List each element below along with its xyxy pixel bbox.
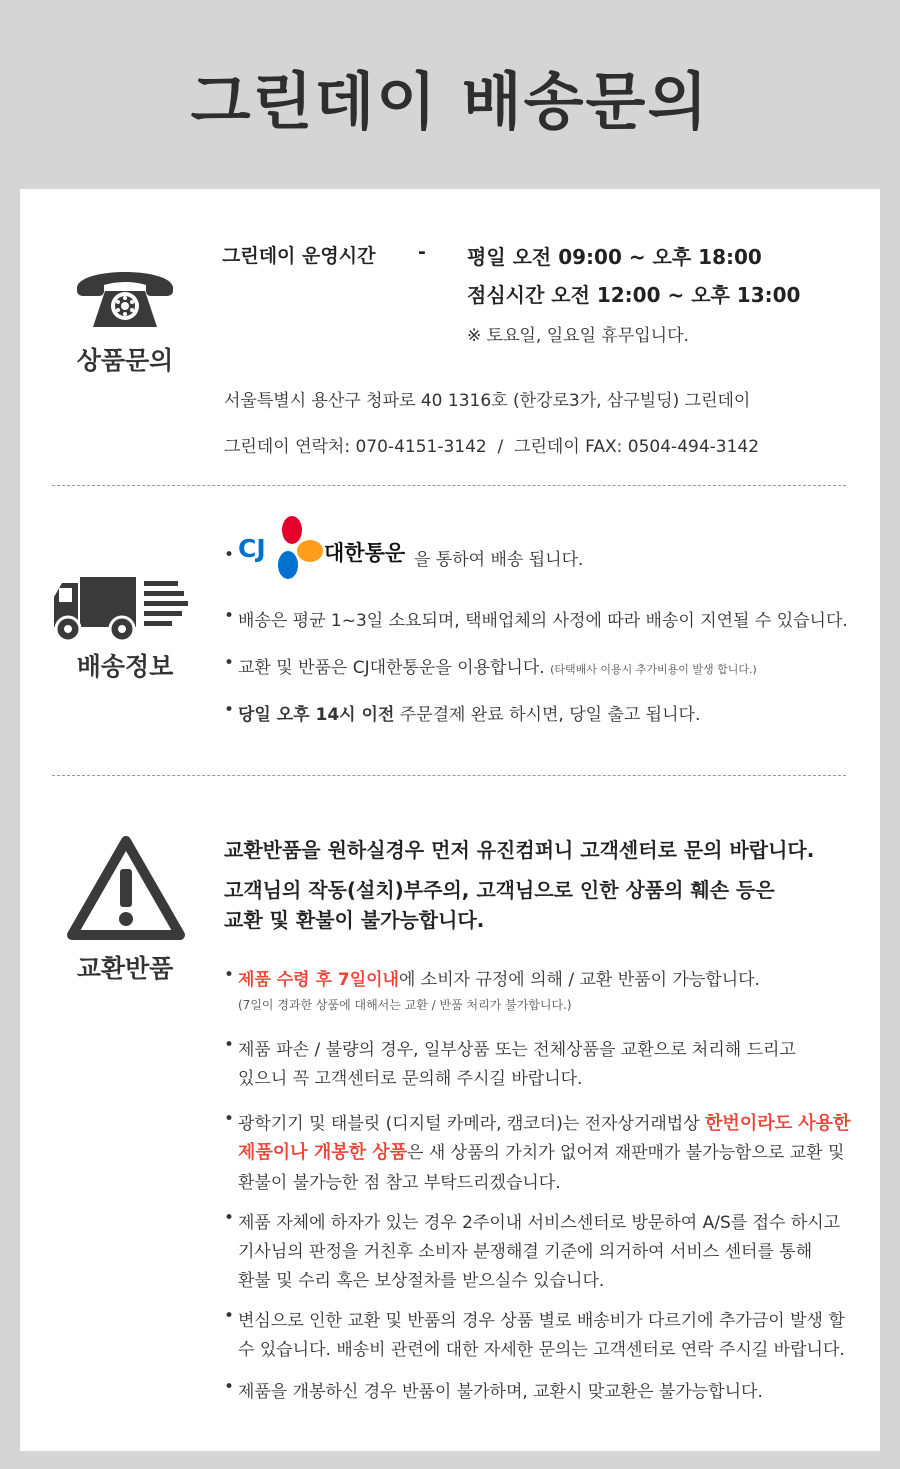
shipping-line-3-bold: 당일 오후 14시 이전: [238, 705, 395, 725]
shipping-line-2-text: 교환 및 반품은 CJ대한통운을 이용합니다.: [238, 658, 545, 678]
exchange-item-3-line-b: 제품이나 개봉한 상품은 새 상품의 가치가 없어져 재판매가 불가능함으로 교환 및: [238, 1142, 845, 1163]
exchange-item-2-line-b: 있으니 꼭 고객센터로 문의해 주시길 바랍니다.: [238, 1069, 583, 1089]
section-label-exchange: 교환반품: [76, 954, 174, 983]
exchange-section: [20, 779, 880, 1451]
exchange-item-1-text: 에 소비자 규정에 의해 / 교환 반품이 가능합니다.: [398, 970, 760, 990]
exchange-item-3: [238, 1109, 850, 1193]
section-divider: [52, 775, 846, 776]
hours-dash: -: [418, 241, 426, 263]
cj-logo-text: CJ: [238, 534, 266, 563]
exchange-item-1: [238, 965, 760, 990]
exchange-item-3-red-2: 제품이나 개봉한 상품: [238, 1142, 408, 1163]
exchange-item-2-line-a: • 제품 파손 / 불량의 경우, 일부상품 또는 전체상품을 교환으로 처리해 드리고: [238, 1040, 796, 1060]
cj-logo-icon: [274, 515, 324, 583]
exchange-item-5-line-b: 수 있습니다. 배송비 관련에 대한 자세한 문의는 고객센터로 연락 주시길 바랍니다.: [238, 1340, 845, 1360]
exchange-heading-1: 교환반품을 원하실경우 먼저 유진컴퍼니 고객센터로 문의 바랍니다.: [224, 838, 815, 862]
exchange-item-2: [238, 1035, 796, 1089]
section-label-inquiry: 상품문의: [76, 346, 174, 375]
exchange-item-4-line-c: 환불 및 수리 혹은 보상절차를 받으실수 있습니다.: [238, 1271, 605, 1291]
exchange-item-4-line-a: • 제품 자체에 하자가 있는 경우 2주이내 서비스센터로 방문하여 A/S를 접수 하시고: [238, 1213, 841, 1233]
info-card: [20, 189, 880, 1451]
contact-text: 그린데이 연락처: 070-4151-3142 / 그린데이 FAX: 0504-494-3142: [224, 437, 760, 457]
lunch-hours: 점심시간 오전 12:00 ~ 오후 13:00: [467, 283, 801, 307]
shipping-line-2: [238, 653, 757, 678]
weekday-hours: 평일 오전 09:00 ~ 오후 18:00: [467, 245, 762, 269]
shipping-section: [20, 489, 880, 775]
exchange-item-5: [238, 1306, 845, 1360]
hours-label: 그린데이 운영시간: [222, 245, 376, 267]
delivery-truck-icon: [50, 575, 190, 643]
shipping-line-1: • 배송은 평균 1~3일 소요되며, 택배업체의 사정에 따라 배송이 지연될 수 있습니다.: [238, 606, 848, 631]
exchange-heading-2: 고객님의 작동(설치)부주의, 고객님으로 인한 상품의 훼손 등은: [224, 878, 775, 902]
exchange-item-1-red: 제품 수령 후 7일이내: [238, 970, 399, 990]
exchange-item-3-line-c: 환불이 불가능한 점 참고 부탁드리겠습니다.: [238, 1173, 561, 1193]
exchange-item-6: • 제품을 개봉하신 경우 반품이 불가하며, 교환시 맞교환은 불가능합니다.: [238, 1377, 763, 1402]
exchange-item-4-line-b: 기사님의 판정을 거친후 소비자 분쟁해결 기준에 의거하여 서비스 센터를 통해: [238, 1242, 813, 1262]
shipping-line-3-text: 주문결제 완료 하시면, 당일 출고 됩니다.: [394, 705, 701, 725]
address-text: 서울특별시 용산구 청파로 40 1316호 (한강로3가, 삼구빌딩) 그린데이: [224, 391, 751, 411]
warning-icon: [66, 835, 186, 941]
exchange-item-5-line-a: • 변심으로 인한 교환 및 반품의 경우 상품 별로 배송비가 다르기에 추가금이 발생 할: [238, 1311, 845, 1331]
exchange-item-1-note: (7일이 경과한 상품에 대해서는 교환 / 반품 처리가 불가합니다.): [238, 998, 572, 1012]
exchange-item-3-red-1: 한번이라도 사용한: [705, 1113, 851, 1134]
cj-delivery-text: 을 통하여 배송 됩니다.: [414, 550, 584, 570]
exchange-item-4: [238, 1208, 840, 1291]
page-title: 그린데이 배송문의: [190, 65, 710, 138]
exchange-heading-3: 교환 및 환불이 불가능합니다.: [224, 908, 485, 932]
inquiry-section: [20, 189, 880, 489]
section-label-shipping: 배송정보: [76, 652, 174, 681]
telephone-icon: [75, 261, 175, 331]
shipping-line-2-note: (타택배사 이용시 추가비용이 발생 합니다.): [550, 663, 757, 676]
holiday-note: ※ 토요일, 일요일 휴무입니다.: [467, 326, 689, 346]
exchange-item-3-line-a: • 광학기기 및 태블릿 (디지털 카메라, 캠코더)는 전자상거래법상 한번이라도 사용한: [238, 1113, 851, 1134]
cj-logo-name: 대한통운: [324, 541, 406, 565]
shipping-line-3: [238, 700, 700, 725]
section-divider: [52, 485, 846, 486]
